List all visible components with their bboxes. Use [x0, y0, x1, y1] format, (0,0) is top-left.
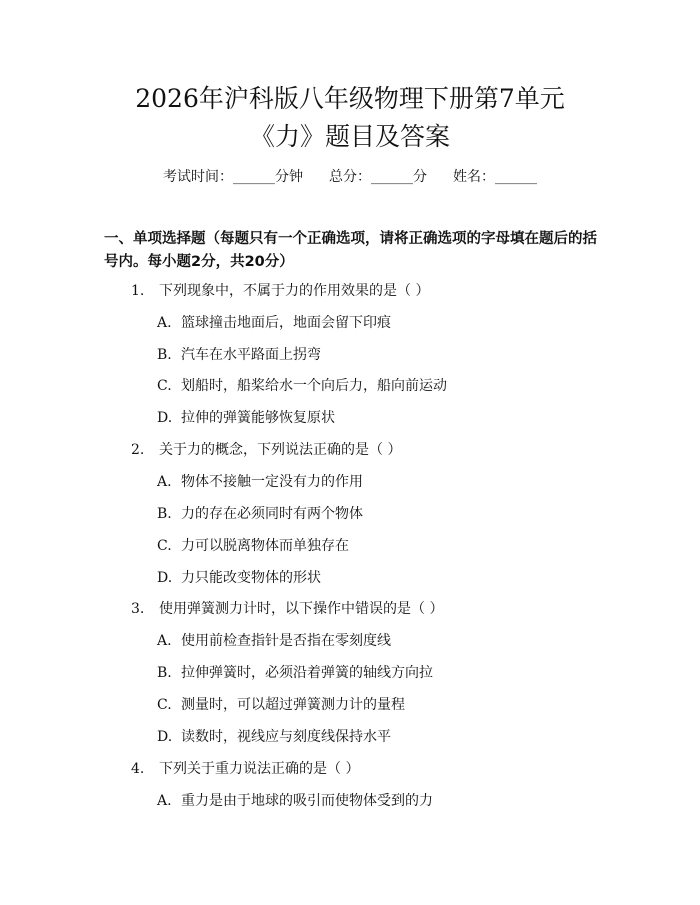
option-text: 力的存在必须同时有两个物体	[181, 506, 363, 522]
question-2-option-d	[157, 569, 321, 587]
question-1-option-b	[157, 346, 321, 364]
option-text: 拉伸的弹簧能够恢复原状	[181, 410, 335, 426]
question-3-option-a	[157, 632, 391, 650]
option-text: 划船时，船桨给水一个向后力，船向前运动	[181, 378, 447, 394]
question-text: 关于力的概念，下列说法正确的是（ ）	[159, 442, 402, 458]
option-letter: B.	[157, 665, 172, 681]
student-name-field: 姓名：______	[453, 169, 537, 185]
option-text: 读数时，视线应与刻度线保持水平	[181, 729, 391, 745]
option-text: 物体不接触一定没有力的作用	[181, 474, 363, 490]
option-letter: A.	[157, 633, 172, 649]
option-text: 使用前检查指针是否指在零刻度线	[181, 633, 391, 649]
question-4	[131, 760, 359, 778]
option-letter: D.	[157, 729, 173, 745]
exam-info	[0, 168, 700, 186]
option-letter: B.	[157, 506, 172, 522]
option-letter: D.	[157, 410, 173, 426]
question-3	[131, 600, 443, 618]
option-letter: A.	[157, 474, 172, 490]
question-text: 下列关于重力说法正确的是（ ）	[159, 761, 360, 777]
question-3-option-c	[157, 696, 405, 714]
option-text: 力可以脱离物体而单独存在	[181, 538, 349, 554]
question-text: 使用弹簧测力计时，以下操作中错误的是（ ）	[159, 601, 444, 617]
question-1-option-a	[157, 314, 391, 332]
option-letter: A.	[157, 793, 172, 809]
question-1-option-d	[157, 409, 335, 427]
question-3-option-b	[157, 664, 433, 682]
option-letter: C.	[157, 697, 172, 713]
question-2-option-c	[157, 537, 349, 555]
option-letter: C.	[157, 378, 172, 394]
option-letter: B.	[157, 347, 172, 363]
question-1-option-c	[157, 377, 447, 395]
option-letter: D.	[157, 570, 173, 586]
option-text: 力只能改变物体的形状	[181, 570, 321, 586]
option-text: 测量时，可以超过弹簧测力计的量程	[181, 697, 405, 713]
document-title-line-2: 《力》题目及答案	[249, 122, 450, 151]
question-text: 下列现象中，不属于力的作用效果的是（ ）	[159, 283, 430, 299]
section-heading: 一、单项选择题（每题只有一个正确选项，请将正确选项的字母填在题后的括号内。每小题2分，共20分）	[104, 231, 597, 270]
option-text: 篮球撞击地面后，地面会留下印痕	[181, 315, 391, 331]
document-title-line-1: 2026年沪科版八年级物理下册第7单元	[135, 84, 565, 113]
question-number: 4.	[131, 761, 145, 777]
question-2-option-b	[157, 505, 363, 523]
question-3-option-d	[157, 728, 391, 746]
question-1	[131, 282, 429, 300]
option-text: 重力是由于地球的吸引而使物体受到的力	[181, 793, 433, 809]
question-4-option-a	[157, 792, 433, 810]
question-2	[131, 441, 401, 459]
option-text: 汽车在水平路面上拐弯	[181, 347, 321, 363]
option-text: 拉伸弹簧时，必须沿着弹簧的轴线方向拉	[181, 665, 433, 681]
option-letter: A.	[157, 315, 172, 331]
total-score-field: 总分：______分	[329, 169, 427, 185]
option-letter: C.	[157, 538, 172, 554]
exam-time-field: 考试时间：______分钟	[163, 169, 303, 185]
question-number: 3.	[131, 601, 145, 617]
question-number: 2.	[131, 442, 145, 458]
question-2-option-a	[157, 473, 363, 491]
question-number: 1.	[131, 283, 145, 299]
